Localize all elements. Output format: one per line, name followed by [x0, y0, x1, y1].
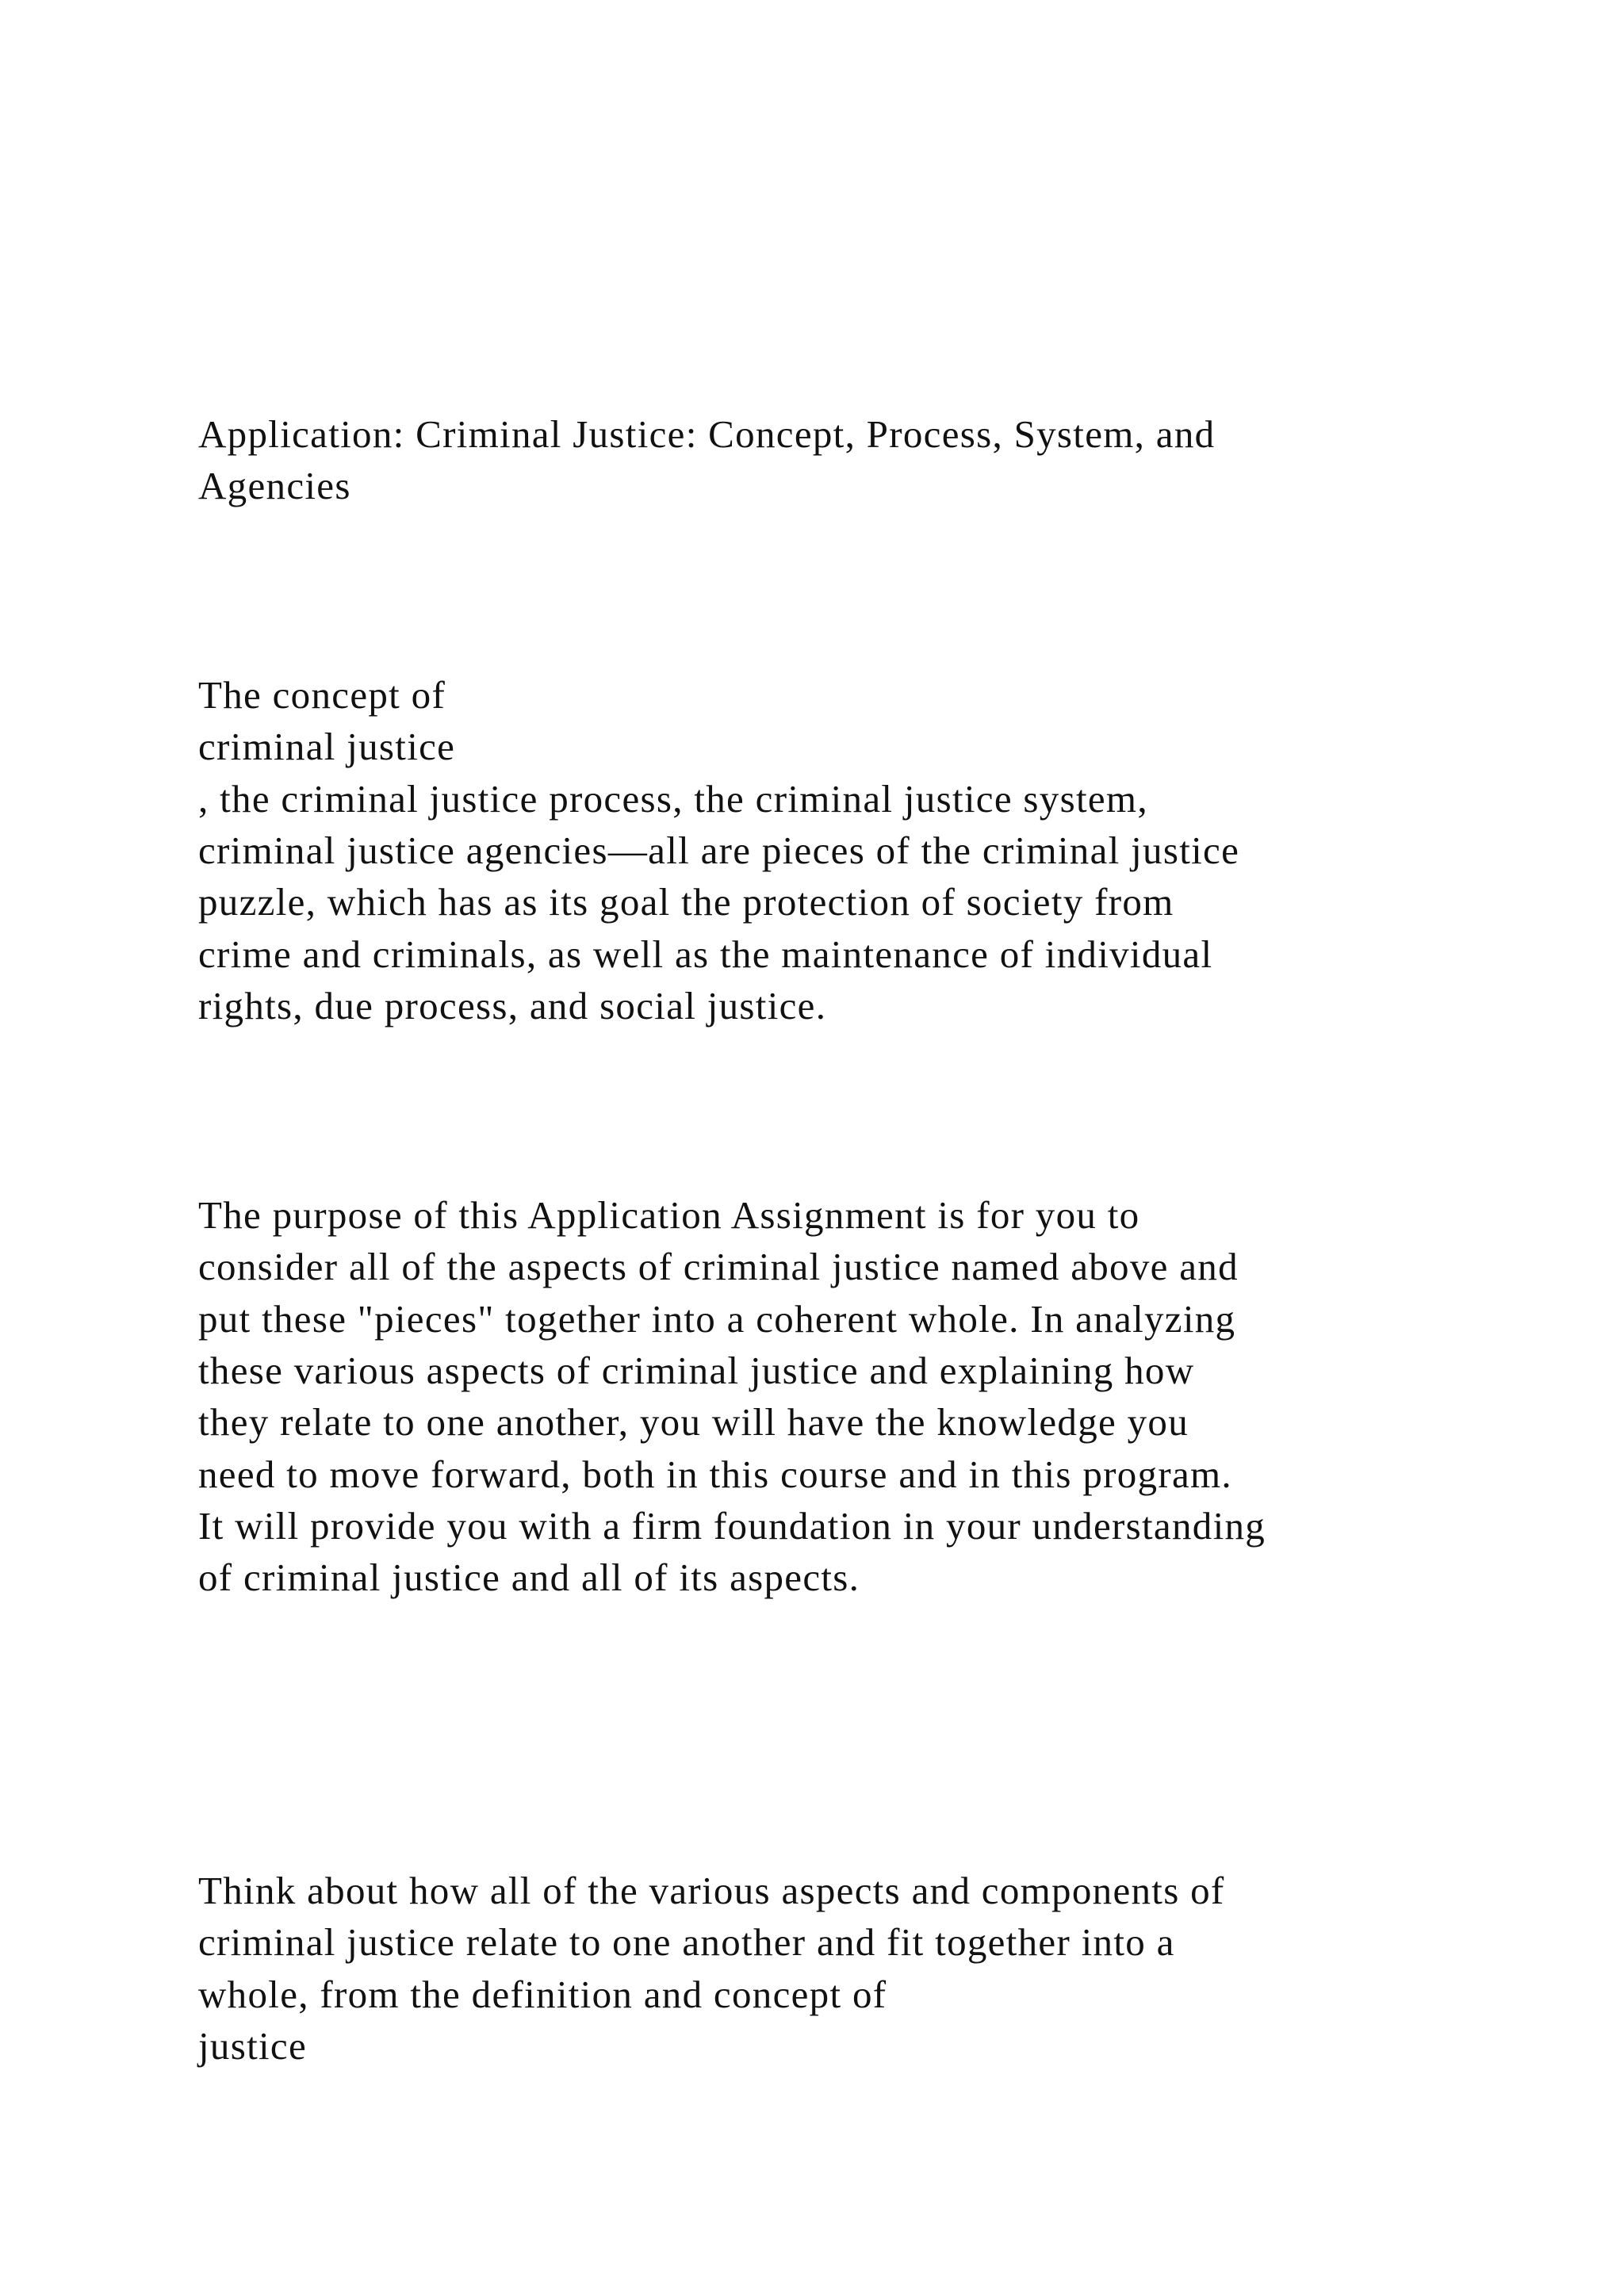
paragraph-line: criminal justice: [198, 725, 456, 768]
paragraph-line: whole, from the definition and concept of: [198, 1973, 887, 2016]
paragraph-line: these various aspects of criminal justice and explaining how: [198, 1349, 1195, 1392]
paragraph-line: It will provide you with a firm foundation in your understanding: [198, 1504, 1266, 1548]
paragraph-line: need to move forward, both in this course and in this program.: [198, 1452, 1232, 1496]
paragraph-line: criminal justice agencies—all are pieces of the criminal justice: [198, 828, 1240, 872]
paragraph-line: put these "pieces" together into a coherent whole. In analyzing: [198, 1297, 1236, 1341]
paragraph-line: justice: [198, 2024, 308, 2068]
title-line: Agencies: [198, 464, 351, 507]
paragraph-line: rights, due process, and social justice.: [198, 984, 827, 1027]
paragraph-line: crime and criminals, as well as the maintenance of individual: [198, 932, 1213, 976]
paragraph-line: puzzle, which has as its goal the protection of society from: [198, 880, 1174, 924]
paragraph-line: , the criminal justice process, the criminal justice system,: [198, 777, 1148, 821]
title-line: Application: Criminal Justice: Concept, Process, System, and: [198, 412, 1216, 456]
paragraph-line: consider all of the aspects of criminal justice named above and: [198, 1245, 1239, 1288]
paragraph-line: The concept of: [198, 673, 446, 717]
paragraph-line: Think about how all of the various aspects and components of: [198, 1869, 1225, 1912]
paragraph-line: criminal justice relate to one another and fit together into a: [198, 1920, 1175, 1964]
paragraph-line: they relate to one another, you will have the knowledge you: [198, 1400, 1189, 1444]
paragraph-line: of criminal justice and all of its aspects.: [198, 1556, 860, 1599]
paragraph-line: The purpose of this Application Assignment is for you to: [198, 1193, 1140, 1237]
